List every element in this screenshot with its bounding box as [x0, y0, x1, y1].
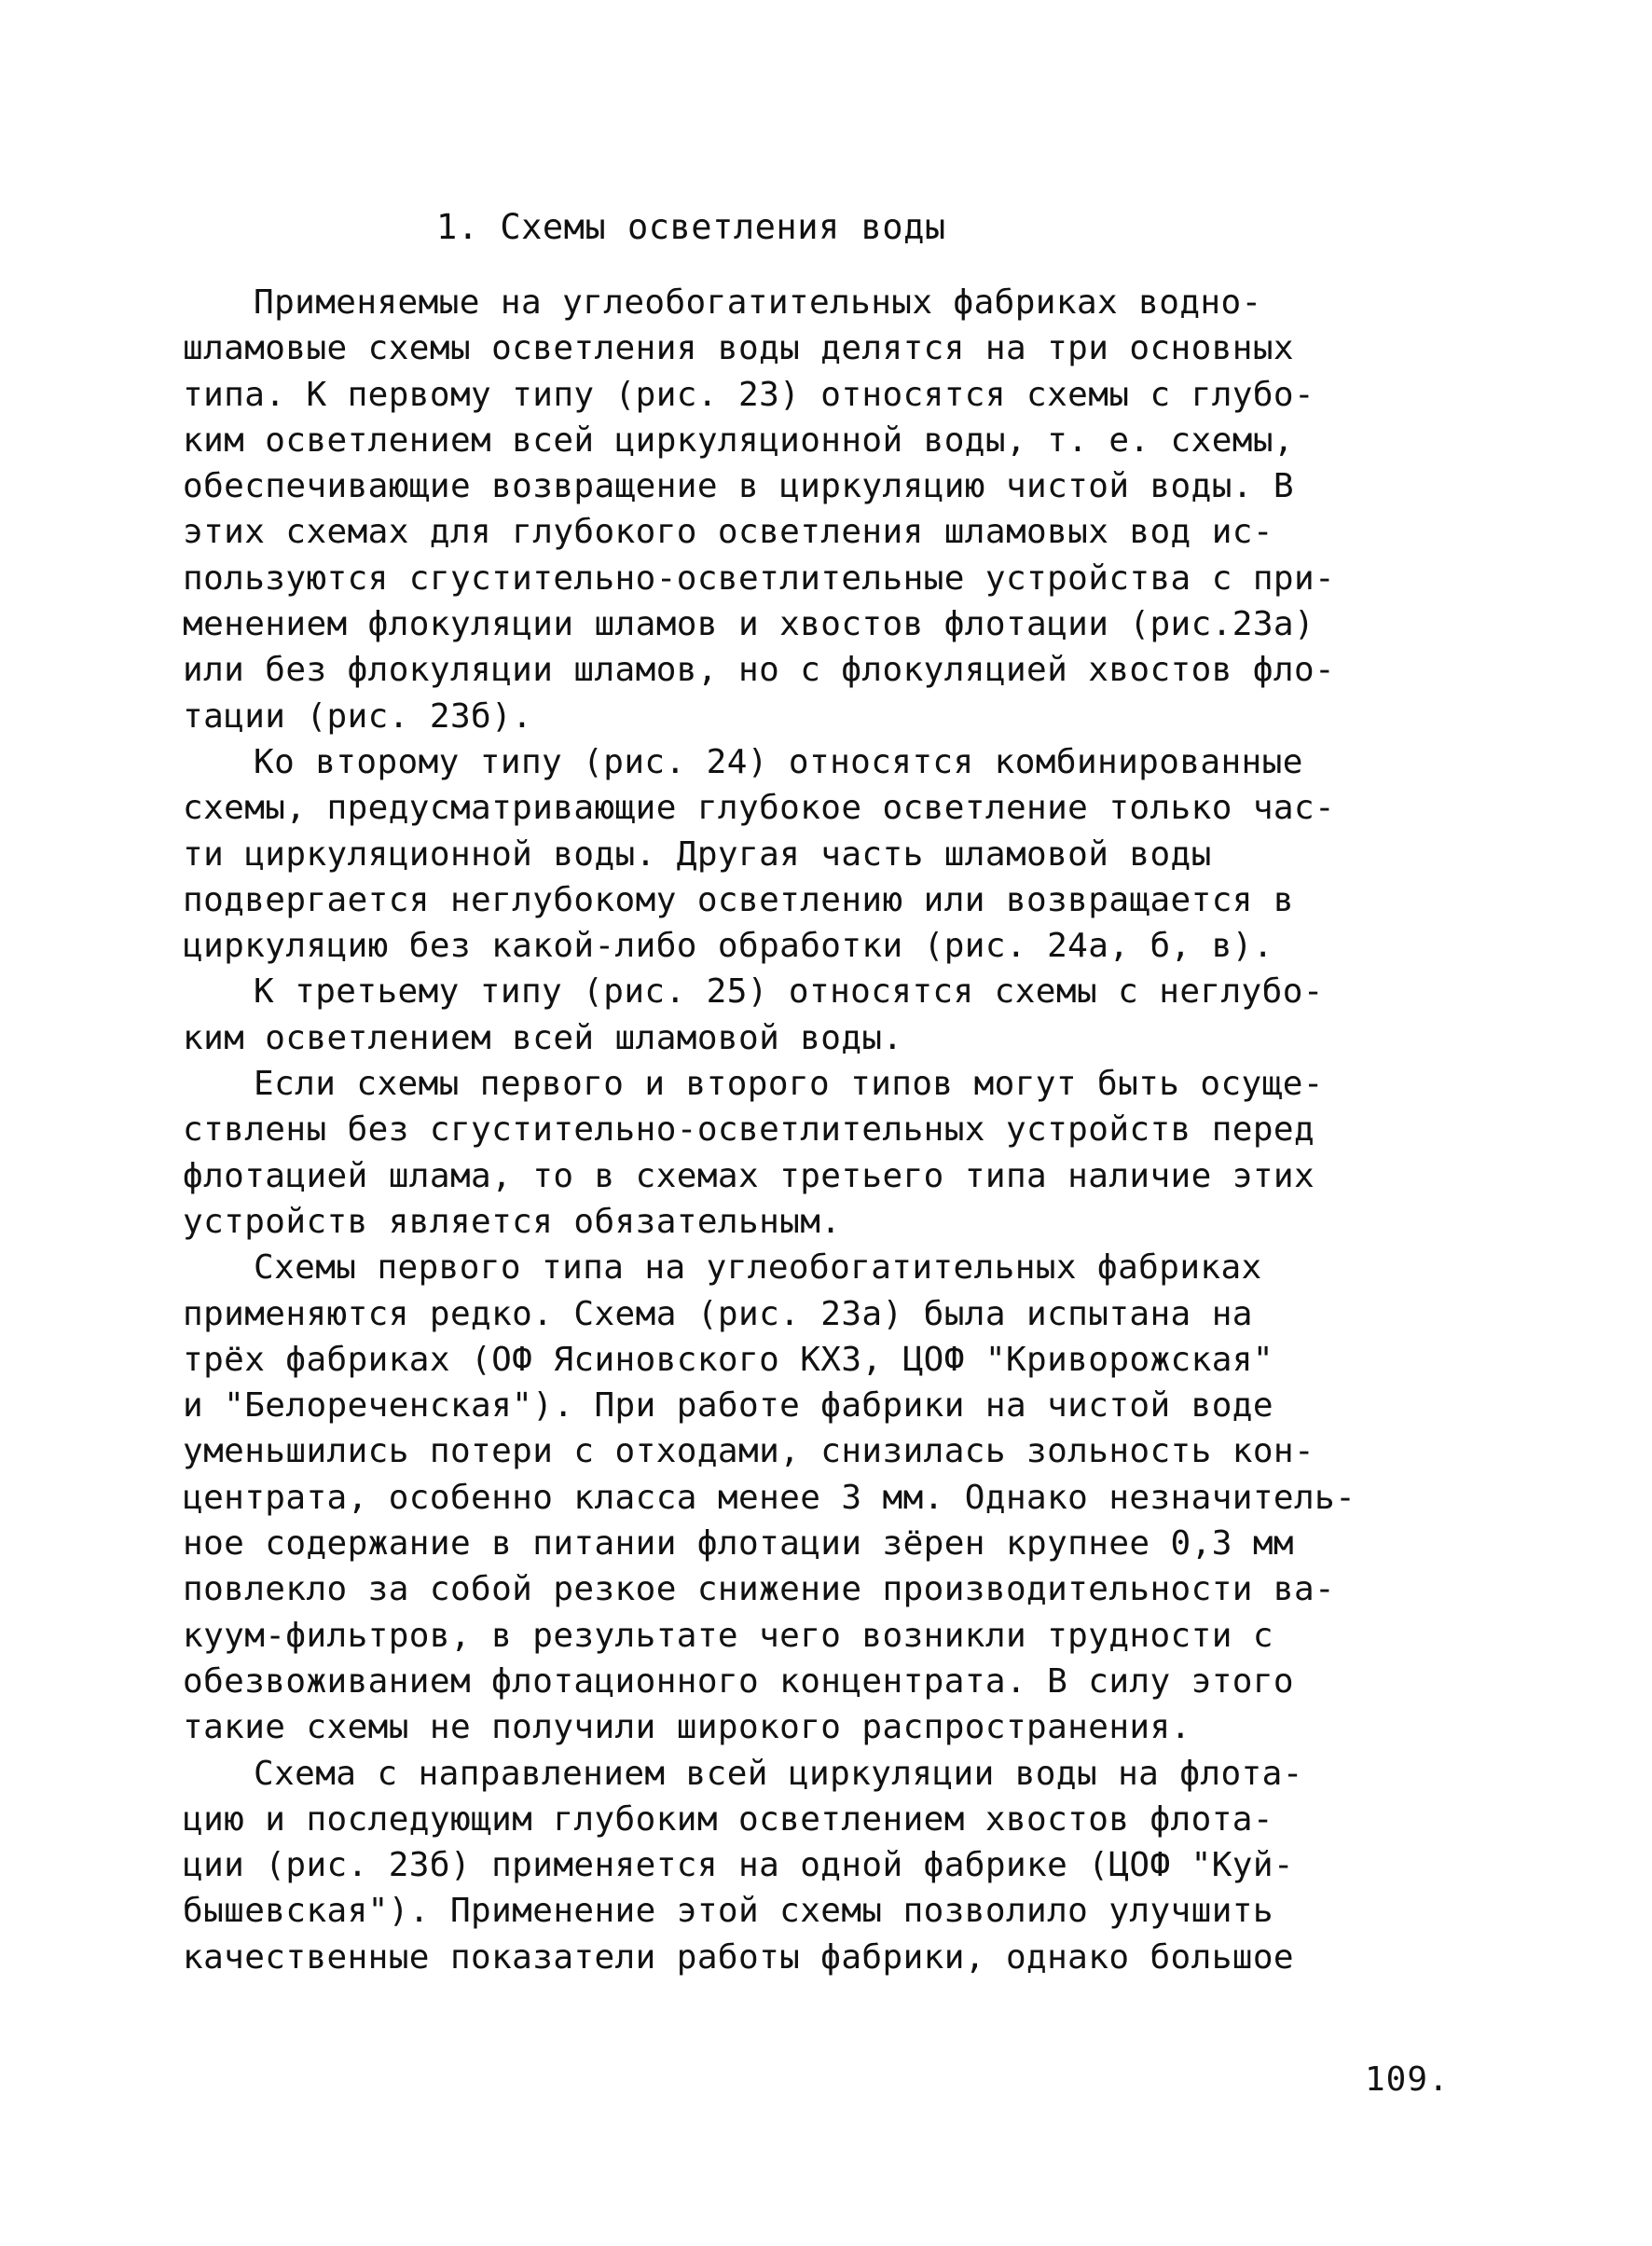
text-line: или без флокуляции шламов, но с флокуляцией хвостов фло-: [183, 651, 1336, 690]
text-line: устройств является обязательным.: [183, 1202, 842, 1241]
text-line: ствлены без сгустительно-осветлительных устройств перед: [183, 1110, 1315, 1150]
text-line: менением флокуляции шламов и хвостов флотации (рис.23а): [183, 605, 1315, 644]
text-line: Ко второму типу (рис. 24) относятся комбинированные: [254, 742, 1303, 781]
body-text: [183, 280, 1479, 1980]
text-line: ким осветлением всей циркуляционной воды, т. е. схемы,: [183, 420, 1294, 460]
text-line: такие схемы не получили широкого распространения.: [183, 1708, 1191, 1747]
text-line: уменьшились потери с отходами, снизилась зольность кон-: [183, 1432, 1315, 1471]
text-line: ким осветлением всей шламовой воды.: [183, 1018, 903, 1057]
text-line: цию и последующим глубоким осветлением хвостов флота-: [183, 1799, 1273, 1839]
text-line: Если схемы первого и второго типов могут быть осуще-: [254, 1065, 1324, 1104]
text-line: повлекло за собой резкое снижение производительности ва-: [183, 1570, 1336, 1609]
paragraph: [183, 1245, 1479, 1750]
page-number: 109.: [1365, 2060, 1450, 2099]
paragraph: [183, 280, 1479, 739]
text-line: подвергается неглубокому осветлению или возвращается в: [183, 880, 1294, 919]
text-line: циркуляцию без какой-либо обработки (рис. 24а, б, в).: [183, 927, 1273, 966]
text-line: и "Белореченская"). При работе фабрики на чистой воде: [183, 1386, 1273, 1426]
text-line: типа. К первому типу (рис. 23) относятся схемы с глубо-: [183, 375, 1315, 414]
text-line: схемы, предусматривающие глубокое осветление только час-: [183, 789, 1336, 828]
text-line: трёх фабриках (ОФ Ясиновского КХЗ, ЦОФ "Криворожская": [183, 1340, 1273, 1379]
text-line: ции (рис. 23б) применяется на одной фабрике (ЦОФ "Куй-: [183, 1846, 1294, 1885]
text-line: качественные показатели работы фабрики, однако большое: [183, 1937, 1294, 1977]
text-line: применяются редко. Схема (рис. 23а) была испытана на: [183, 1294, 1253, 1333]
text-line: Схемы первого типа на углеобогатительных фабриках: [254, 1248, 1262, 1288]
text-line: бышевская"). Применение этой схемы позволило улучшить: [183, 1892, 1273, 1931]
text-line: обеспечивающие возвращение в циркуляцию чистой воды. В: [183, 467, 1294, 506]
paragraph: [183, 969, 1479, 1061]
paragraph: [183, 1061, 1479, 1245]
section-heading: 1. Схемы осветления воды: [436, 207, 946, 247]
text-line: обезвоживанием флотационного концентрата. В силу этого: [183, 1661, 1294, 1701]
text-line: Применяемые на углеобогатительных фабриках водно-: [254, 283, 1262, 322]
text-line: ное содержание в питании флотации зёрен крупнее 0,3 мм: [183, 1524, 1294, 1564]
text-line: флотацией шлама, то в схемах третьего типа наличие этих: [183, 1156, 1315, 1195]
text-line: центрата, особенно класса менее 3 мм. Однако незначитель-: [183, 1478, 1356, 1517]
text-line: пользуются сгустительно-осветлительные устройства с при-: [183, 558, 1336, 598]
paragraph: [183, 1751, 1479, 1980]
paragraph: [183, 739, 1479, 969]
text-line: этих схемах для глубокого осветления шламовых вод ис-: [183, 513, 1273, 552]
text-line: К третьему типу (рис. 25) относятся схемы с неглубо-: [254, 972, 1324, 1012]
text-line: Схема с направлением всей циркуляции воды на флота-: [254, 1754, 1303, 1793]
text-line: тации (рис. 23б).: [183, 696, 533, 736]
text-line: куум-фильтров, в результате чего возникли трудности с: [183, 1616, 1273, 1655]
text-line: шламовые схемы осветления воды делятся на три основных: [183, 329, 1294, 368]
text-line: ти циркуляционной воды. Другая часть шламовой воды: [183, 834, 1212, 874]
